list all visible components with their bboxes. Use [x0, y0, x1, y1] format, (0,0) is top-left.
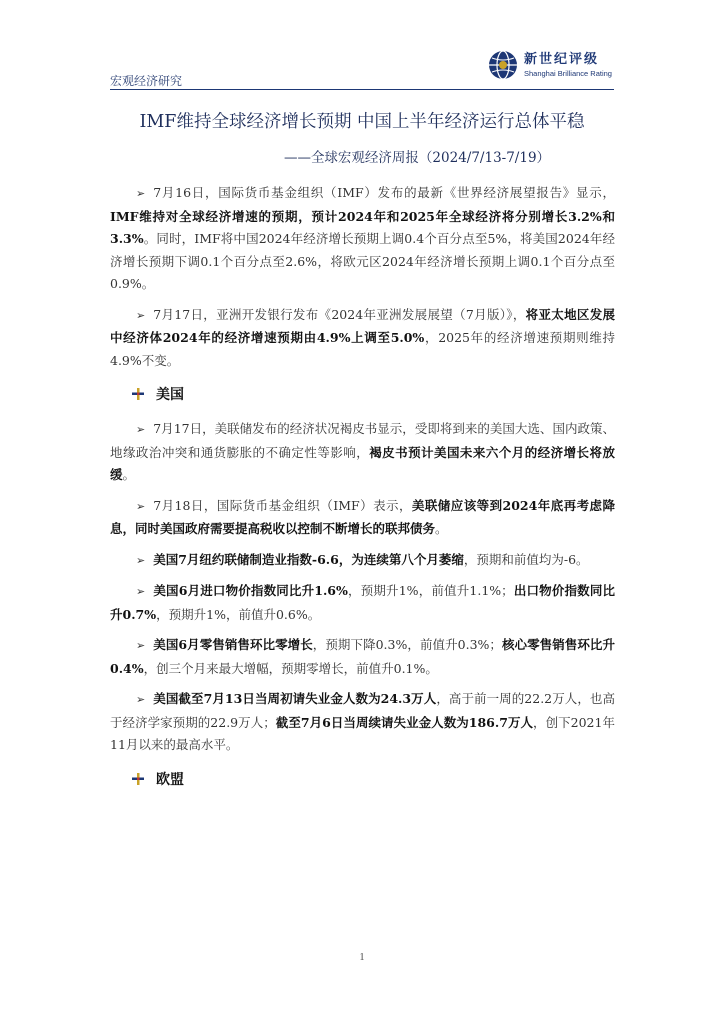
- paragraph: ➢ 7月17日，美联储发布的经济状况褐皮书显示，受即将到来的美国大选、国内政策、地缘政治冲突和通货膨胀的不确定性等影响，褐皮书预计美国未来六个月的经济增长将放缓。: [110, 421, 615, 482]
- arrow-bullet-icon: ➢: [136, 553, 146, 567]
- paragraph: ➢ 7月17日，亚洲开发银行发布《2024年亚洲发展展望（7月版）》，将亚太地区发展中经济体2024年的经济增速预期由4.9%上调至5.0%，2025年的经济增速预期则维持4.9%不变。: [110, 306, 616, 368]
- logo: [488, 50, 612, 80]
- paragraph: ➢ 美国7月纽约联储制造业指数-6.6，为连续第八个月萎缩，预期和前值均为-6。: [136, 551, 589, 567]
- arrow-bullet-icon: ➢: [136, 187, 146, 200]
- section-marker-icon: [132, 388, 144, 400]
- paragraph: ➢ 美国6月进口物价指数同比升1.6%，预期升1%，前值升1.1%；出口物价指数同比升0.7%，预期升1%，前值升0.6%。: [110, 583, 615, 622]
- page-number: 1: [359, 952, 365, 963]
- report-body: [110, 182, 615, 803]
- paragraph: ➢ 美国截至7月13日当周初请失业金人数为24.3万人，高于前一周的22.2万人，也高于经济学家预期的22.9万人；截至7月6日当周续请失业金人数为186.7万人，创下2021年11月以来的最高水平。: [110, 691, 615, 752]
- arrow-bullet-icon: ➢: [136, 499, 146, 513]
- logo-name-cn: 新世纪评级: [524, 51, 600, 67]
- report-subtitle: ——全球宏观经济周报（2024/7/13-7/19）: [283, 150, 551, 166]
- paragraph: ➢ 7月16日，国际货币基金组织（IMF）发布的最新《世界经济展望报告》显示，IMF维持对全球经济增速的预期，预计2024年和2025年全球经济将分别增长3.2%和3.3%。同时，IMF将中国2024年经济增长预期上调0.4个百分点至5%，将美国2024年经济增长预期下调0.1个百分点至2.6%，将欧元区2024年经济增长预期上调0.1个百分点至0.9%。: [110, 185, 615, 291]
- report-title: IMF维持全球经济增长预期 中国上半年经济运行总体平稳: [139, 112, 585, 132]
- section-marker-icon: [132, 773, 144, 785]
- arrow-bullet-icon: ➢: [136, 693, 146, 706]
- arrow-bullet-icon: ➢: [136, 585, 146, 598]
- logo-name-en: Shanghai Brilliance Rating: [524, 68, 612, 78]
- globe-logo-icon: [488, 50, 518, 80]
- arrow-bullet-icon: ➢: [136, 423, 146, 436]
- paragraph: ➢ 7月18日，国际货币基金组织（IMF）表示，美联储应该等到2024年底再考虑降息，同时美国政府需要提高税收以控制不断增长的联邦债务。: [110, 497, 615, 536]
- arrow-bullet-icon: ➢: [136, 639, 146, 652]
- section-heading-eu: 欧盟: [132, 769, 615, 789]
- header-divider: [110, 89, 614, 90]
- arrow-bullet-icon: ➢: [136, 308, 146, 322]
- section-heading-us: 美国: [132, 384, 615, 404]
- paragraph: ➢ 美国6月零售销售环比零增长，预期下降0.3%，前值升0.3%；核心零售销售环比升0.4%，创三个月来最大增幅，预期零增长，前值升0.1%。: [110, 637, 615, 676]
- header-label: 宏观经济研究: [110, 74, 183, 88]
